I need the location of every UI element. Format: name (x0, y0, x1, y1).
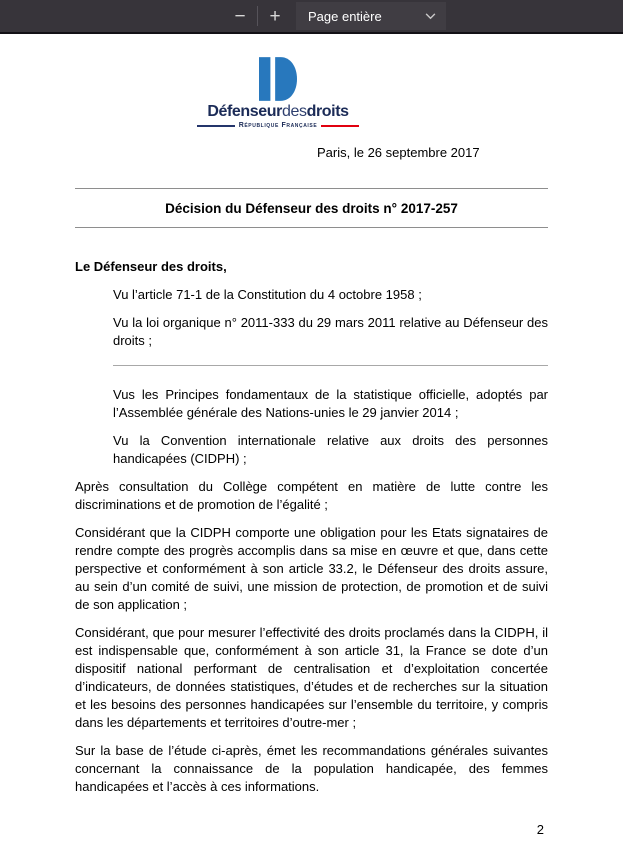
body-paragraph: Après consultation du Collège compétent en matière de lutte contre les discriminations et de promotion de l’égalité ; (75, 479, 548, 512)
logo-word-defenseur: Défenseur (207, 103, 282, 120)
chevron-down-icon (425, 13, 436, 20)
logo-wordmark (207, 103, 348, 121)
body-paragraph: Sur la base de l’étude ci-après, émet les recommandations générales suivantes concernant la connaissance de la population handicapée, des femmes handicapées et l’accès à ces informations. (75, 743, 548, 794)
visa-paragraph: Vu la loi organique n° 2011-333 du 29 mars 2011 relative au Défenseur des droits ; (113, 315, 548, 348)
salutation-paragraph: Le Défenseur des droits, (75, 259, 227, 274)
document-title: Décision du Défenseur des droits n° 2017-257 (165, 201, 458, 216)
visa-paragraph: Vu la Convention internationale relative aux droits des personnes handicapées (CIDPH) ; (113, 433, 548, 466)
zoom-in-button[interactable]: + (260, 2, 290, 30)
pdf-viewer-toolbar (0, 0, 623, 34)
page-number: 2 (536, 822, 544, 837)
zoom-controls (225, 0, 446, 32)
document-page (0, 34, 623, 856)
toolbar-divider (257, 6, 258, 26)
logo-red-line (321, 125, 359, 127)
title-rule-bottom (75, 227, 548, 228)
body-paragraph: Considérant que la CIDPH comporte une obligation pour les Etats signataires de rendre compte des progrès accomplis dans sa mise en œuvre et que, dans cette perspective et conformément à son article 33.2, le Défenseur des droits assure, au sein d’un comité de suivi, une mission de protection, de promotion et de suivi de son application ; (75, 525, 548, 612)
zoom-mode-value: Page entière (308, 8, 382, 24)
zoom-out-button[interactable]: − (225, 2, 255, 30)
logo-d-icon (259, 57, 297, 101)
visa-paragraph: Vus les Principes fondamentaux de la statistique officielle, adoptés par l’Assemblée générale des Nations-unies le 29 janvier 2014 ; (113, 387, 548, 420)
document-body (75, 258, 548, 796)
title-block (75, 188, 548, 228)
logo-word-droits: droits (306, 103, 349, 120)
logo-word-des: des (282, 103, 307, 120)
logo-blue-line (197, 125, 235, 127)
section-divider (113, 365, 548, 366)
logo-republique-text: République Française (238, 122, 318, 129)
date-line: Paris, le 26 septembre 2017 (317, 145, 480, 160)
visa-paragraph: Vu l’article 71-1 de la Constitution du 4 octobre 1958 ; (113, 287, 422, 302)
logo-republique-row (197, 122, 360, 129)
defenseur-des-droits-logo (208, 57, 348, 129)
body-paragraph: Considérant, que pour mesurer l’effectivité des droits proclamés dans la CIDPH, il est indispensable que, conformément à son article 31, la France se dote d’un dispositif national performant de centralisation et d’exploitation concertée d’indicateurs, de données statistiques, d’études et de recherches sur la situation et les besoins des personnes handicapées sur l’ensemble du territoire, y compris dans les départements et territoires d’outre-mer ; (75, 625, 548, 730)
zoom-mode-dropdown[interactable] (296, 2, 446, 30)
